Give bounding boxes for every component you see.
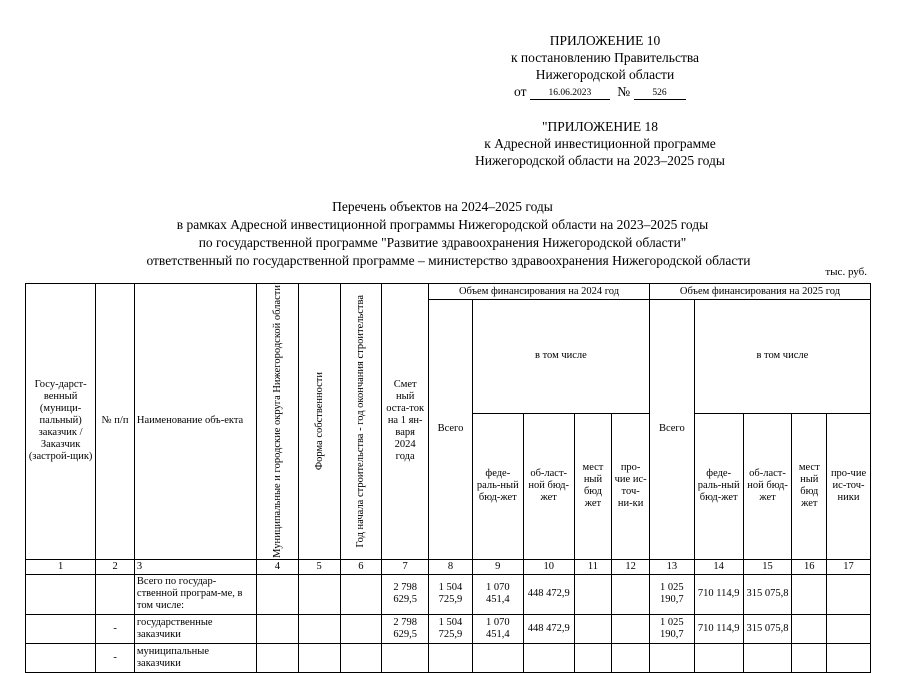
- column-number: 1: [26, 559, 96, 574]
- cell-number: [96, 574, 135, 614]
- cell-local-2025: [792, 614, 827, 643]
- column-number: 2: [96, 559, 135, 574]
- appendix-18-header: [430, 118, 770, 169]
- cell-federal-2025: [694, 643, 743, 672]
- cell-total-2025: 1 025 190,7: [649, 574, 694, 614]
- table-row: [26, 643, 871, 672]
- header-number: № п/п: [96, 284, 135, 560]
- header-financing-2025: Объем финансирования на 2025 год: [649, 284, 870, 300]
- cell-federal-2025: 710 114,9: [694, 574, 743, 614]
- title-line-3: по государственной программе "Развитие здравоохранения Нижегородской области": [198, 235, 687, 250]
- decree-number: 526: [634, 87, 686, 100]
- header-customer: Госу-дарст-венный (муници-пальный) заказчик / Заказчик (застрой-щик): [26, 284, 96, 560]
- cell-object-name: государственные заказчики: [134, 614, 256, 643]
- header-ownership: Форма собственности: [313, 372, 325, 471]
- header-including-2024: в том числе: [472, 300, 649, 414]
- table-row: [26, 614, 871, 643]
- header-financing-2024: Объем финансирования на 2024 год: [429, 284, 650, 300]
- cell-ownership: [298, 574, 340, 614]
- header-total-2025: Всего: [649, 300, 694, 560]
- title-line-2: в рамках Адресной инвестиционной программы Нижегородской области на 2023–2025 годы: [176, 217, 709, 232]
- cell-federal-2025: 710 114,9: [694, 614, 743, 643]
- appendix-18-line2: к Адресной инвестиционной программе: [484, 136, 716, 151]
- column-number: 16: [792, 559, 827, 574]
- document-title: [0, 198, 905, 270]
- column-number: 7: [382, 559, 429, 574]
- column-number: 11: [574, 559, 612, 574]
- column-number: 15: [743, 559, 792, 574]
- column-number: 17: [827, 559, 871, 574]
- column-number: 9: [472, 559, 523, 574]
- cell-other-2024: [612, 574, 650, 614]
- header-including-2025: в том числе: [694, 300, 870, 414]
- cell-municipal: [257, 574, 299, 614]
- cell-regional-2025: 315 075,8: [743, 614, 792, 643]
- cell-years: [340, 614, 382, 643]
- cell-regional-2025: [743, 643, 792, 672]
- cell-object-name: муниципальные заказчики: [134, 643, 256, 672]
- objects-table: [25, 283, 871, 673]
- cell-other-2025: [827, 574, 871, 614]
- cell-customer: [26, 574, 96, 614]
- appendix-10-line2: к постановлению Правительства: [510, 50, 700, 65]
- cell-municipal: [257, 643, 299, 672]
- column-number: 6: [340, 559, 382, 574]
- header-estimate: Смет ный оста-ток на 1 ян-варя 2024 года: [382, 284, 429, 560]
- header-regional-2025: об-ласт-ной бюд-жет: [743, 413, 792, 559]
- cell-other-2025: [827, 643, 871, 672]
- cell-federal-2024: 1 070 451,4: [472, 614, 523, 643]
- header-local-2025: мест ный бюд жет: [792, 413, 827, 559]
- column-number: 3: [134, 559, 256, 574]
- header-regional-2024: об-ласт-ной бюд-жет: [523, 413, 574, 559]
- column-number: 5: [298, 559, 340, 574]
- header-row-1: [26, 284, 871, 300]
- cell-local-2025: [792, 574, 827, 614]
- cell-estimate: [382, 643, 429, 672]
- column-number: 10: [523, 559, 574, 574]
- cell-ownership: [298, 614, 340, 643]
- cell-total-2024: 1 504 725,9: [429, 574, 473, 614]
- cell-regional-2024: 448 472,9: [523, 574, 574, 614]
- header-total-2024: Всего: [429, 300, 473, 560]
- cell-local-2024: [574, 643, 612, 672]
- appendix-10-header: [440, 32, 770, 83]
- cell-other-2024: [612, 614, 650, 643]
- cell-total-2025: [649, 643, 694, 672]
- cell-municipal: [257, 614, 299, 643]
- cell-customer: [26, 614, 96, 643]
- column-number: 14: [694, 559, 743, 574]
- cell-local-2024: [574, 614, 612, 643]
- cell-customer: [26, 643, 96, 672]
- cell-number: -: [96, 614, 135, 643]
- header-municipal-cell: [257, 284, 299, 560]
- appendix-18-line3: Нижегородской области на 2023–2025 годы: [475, 153, 725, 168]
- cell-total-2024: 1 504 725,9: [429, 614, 473, 643]
- column-number: 13: [649, 559, 694, 574]
- cell-estimate: 2 798 629,5: [382, 574, 429, 614]
- cell-regional-2025: 315 075,8: [743, 574, 792, 614]
- cell-total-2025: 1 025 190,7: [649, 614, 694, 643]
- table-row: [26, 574, 871, 614]
- appendix-18-title: "ПРИЛОЖЕНИЕ 18: [541, 119, 659, 134]
- column-number: 8: [429, 559, 473, 574]
- decree-date: 16.06.2023: [530, 87, 610, 100]
- header-municipal: Муниципальные и городские округа Нижегородской области: [271, 285, 283, 558]
- title-line-1: Перечень объектов на 2024–2025 годы: [332, 199, 553, 214]
- cell-other-2025: [827, 614, 871, 643]
- cell-local-2025: [792, 643, 827, 672]
- cell-estimate: 2 798 629,5: [382, 614, 429, 643]
- cell-total-2024: [429, 643, 473, 672]
- column-number: 12: [612, 559, 650, 574]
- cell-object-name: Всего по государ-ственной програм-ме, в том числе:: [134, 574, 256, 614]
- units-label: тыс. руб.: [825, 266, 867, 278]
- header-other-2024: про-чие ис-точ-ни-ки: [612, 413, 650, 559]
- header-years: Год начала строительства - год окончания строительства: [355, 295, 367, 548]
- header-ownership-cell: [298, 284, 340, 560]
- header-federal-2024: феде-раль-ный бюд-жет: [472, 413, 523, 559]
- cell-ownership: [298, 643, 340, 672]
- cell-federal-2024: [472, 643, 523, 672]
- cell-other-2024: [612, 643, 650, 672]
- appendix-10-line3: Нижегородской области: [535, 67, 675, 82]
- cell-years: [340, 574, 382, 614]
- cell-regional-2024: [523, 643, 574, 672]
- header-years-cell: [340, 284, 382, 560]
- header-other-2025: про-чие ис-точ-ники: [827, 413, 871, 559]
- header-local-2024: мест ный бюд жет: [574, 413, 612, 559]
- column-number: 4: [257, 559, 299, 574]
- header-object-name: Наименование объ-екта: [134, 284, 256, 560]
- appendix-10-title: ПРИЛОЖЕНИЕ 10: [549, 33, 661, 48]
- decree-signature: [514, 84, 686, 100]
- from-label: от: [514, 84, 527, 99]
- header-federal-2025: феде-раль-ный бюд-жет: [694, 413, 743, 559]
- cell-federal-2024: 1 070 451,4: [472, 574, 523, 614]
- cell-regional-2024: 448 472,9: [523, 614, 574, 643]
- cell-years: [340, 643, 382, 672]
- cell-number: -: [96, 643, 135, 672]
- cell-local-2024: [574, 574, 612, 614]
- number-label: №: [617, 84, 631, 99]
- title-line-4: ответственный по государственной программе – министерство здравоохранения Нижегородской области: [146, 253, 751, 268]
- column-number-row: [26, 559, 871, 574]
